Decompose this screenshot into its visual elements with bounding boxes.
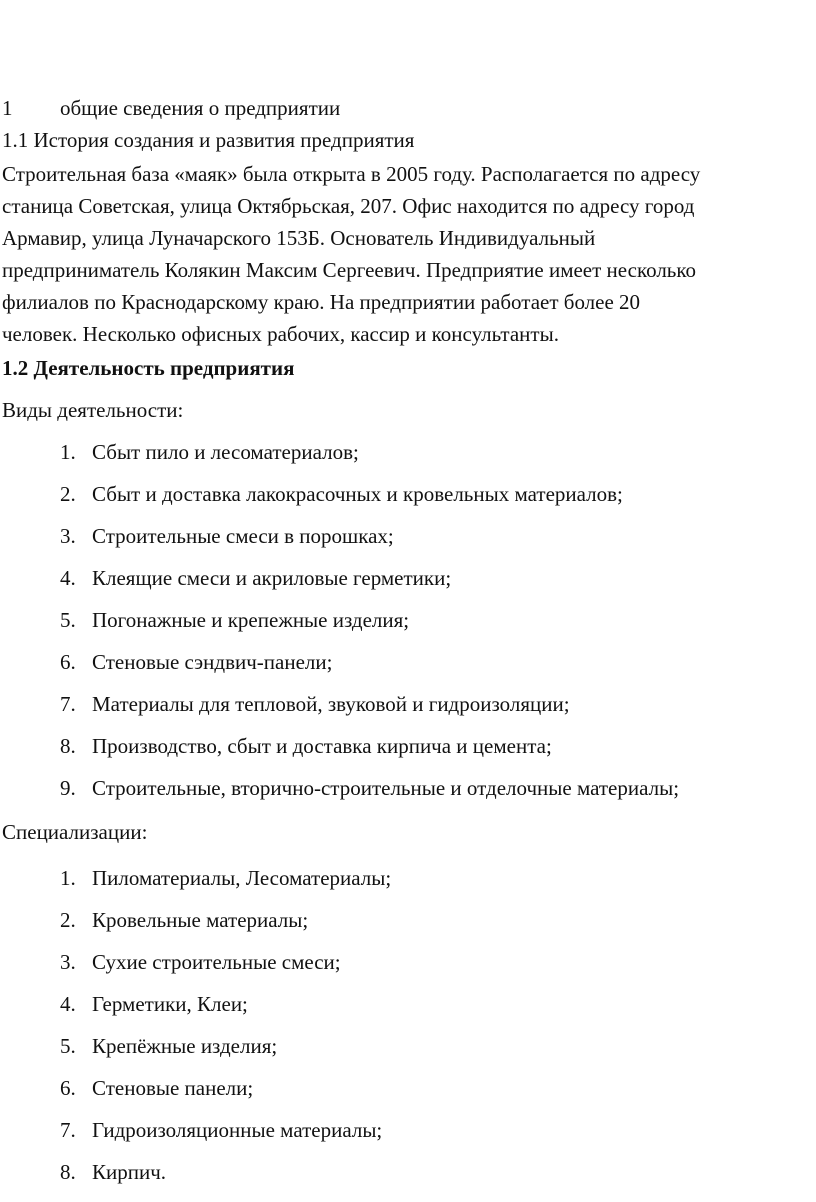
list-item: 4. Герметики, Клеи; — [60, 992, 248, 1016]
specializations-label: Специализации: — [2, 820, 148, 844]
list-item: 8. Кирпич. — [60, 1160, 167, 1184]
activities-label: Виды деятельности: — [2, 398, 184, 422]
list-item: 2. Сбыт и доставка лакокрасочных и кровельных материалов; — [60, 482, 623, 506]
paragraph-line: Строительная база «маяк» была открыта в 2005 году. Располагается по адресу — [2, 162, 701, 186]
list-item: 2. Кровельные материалы; — [60, 908, 309, 932]
paragraph-line: Армавир, улица Луначарского 153Б. Основатель Индивидуальный — [2, 226, 596, 250]
list-item: 7. Материалы для тепловой, звуковой и гидроизоляции; — [60, 692, 570, 716]
list-item: 1. Пиломатериалы, Лесоматериалы; — [60, 866, 392, 890]
list-item: 8. Производство, сбыт и доставка кирпича и цемента; — [60, 734, 552, 758]
paragraph-line: станица Советская, улица Октябрьская, 207. Офис находится по адресу город — [2, 194, 695, 218]
list-item: 3. Строительные смеси в порошках; — [60, 524, 394, 548]
history-paragraph — [2, 158, 814, 350]
list-item: 4. Клеящие смеси и акриловые герметики; — [60, 566, 452, 590]
section-heading-1 — [2, 98, 340, 119]
list-item: 5. Погонажные и крепежные изделия; — [60, 608, 410, 632]
paragraph-line: человек. Несколько офисных рабочих, кассир и консультанты. — [2, 322, 559, 346]
subsection-heading-1-1: 1.1 История создания и развития предприятия — [2, 128, 415, 152]
paragraph-line: филиалов по Краснодарскому краю. На предприятии работает более 20 — [2, 290, 641, 314]
list-item: 6. Стеновые сэндвич-панели; — [60, 650, 333, 674]
subsection-heading-1-2: 1.2 Деятельность предприятия — [2, 356, 295, 380]
paragraph-line: предприниматель Колякин Максим Сергеевич. Предприятие имеет несколько — [2, 258, 697, 282]
list-item: 7. Гидроизоляционные материалы; — [60, 1118, 383, 1142]
section-number: 1 — [2, 96, 13, 120]
list-item: 5. Крепёжные изделия; — [60, 1034, 278, 1058]
list-item: 9. Строительные, вторично-строительные и отделочные материалы; — [60, 776, 680, 800]
list-item: 6. Стеновые панели; — [60, 1076, 254, 1100]
list-item: 3. Сухие строительные смеси; — [60, 950, 341, 974]
list-item: 1. Сбыт пило и лесоматериалов; — [60, 440, 359, 464]
section-title: общие сведения о предприятии — [60, 96, 341, 120]
